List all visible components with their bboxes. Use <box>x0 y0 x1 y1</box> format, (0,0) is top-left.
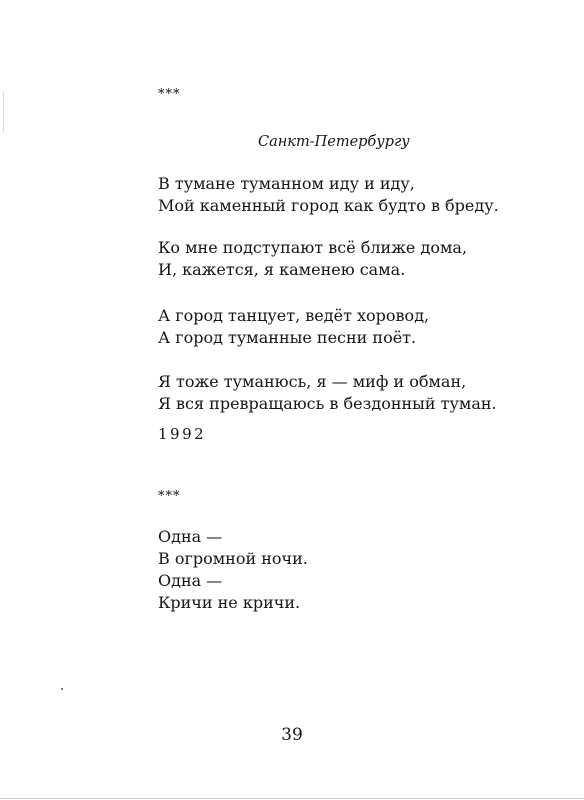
poem-separator: *** <box>158 489 181 504</box>
stanza <box>158 173 499 217</box>
verse-line: А город туманные песни поёт. <box>158 328 417 347</box>
verse-line: Мой каменный город как будто в бреду. <box>158 196 499 215</box>
stanza <box>158 305 429 349</box>
verse-line: Кричи не кричи. <box>158 593 301 612</box>
stanza <box>158 526 308 614</box>
verse-line: Я тоже туманюсь, я — миф и обман, <box>158 372 467 391</box>
verse-line: И, кажется, я каменею сама. <box>158 260 406 279</box>
page-edge-mark <box>3 92 4 132</box>
poem-year: 1992 <box>158 425 207 443</box>
poem-separator: *** <box>158 87 181 102</box>
verse-line: Одна — <box>158 527 223 546</box>
scan-speck <box>61 688 63 690</box>
stanza <box>158 237 467 281</box>
verse-line: Одна — <box>158 571 223 590</box>
verse-line: Я вся превращаюсь в бездонный туман. <box>158 394 497 413</box>
stanza <box>158 371 497 415</box>
verse-line: Ко мне подступают всё ближе дома, <box>158 238 468 257</box>
verse-line: В тумане туманном иду и иду, <box>158 174 415 193</box>
verse-line: А город танцует, ведёт хоровод, <box>158 306 430 325</box>
verse-line: В огромной ночи. <box>158 549 308 568</box>
poem-dedication: Санкт-Петербургу <box>258 134 410 150</box>
page-bottom-edge <box>0 798 584 799</box>
page-number: 39 <box>281 725 303 745</box>
